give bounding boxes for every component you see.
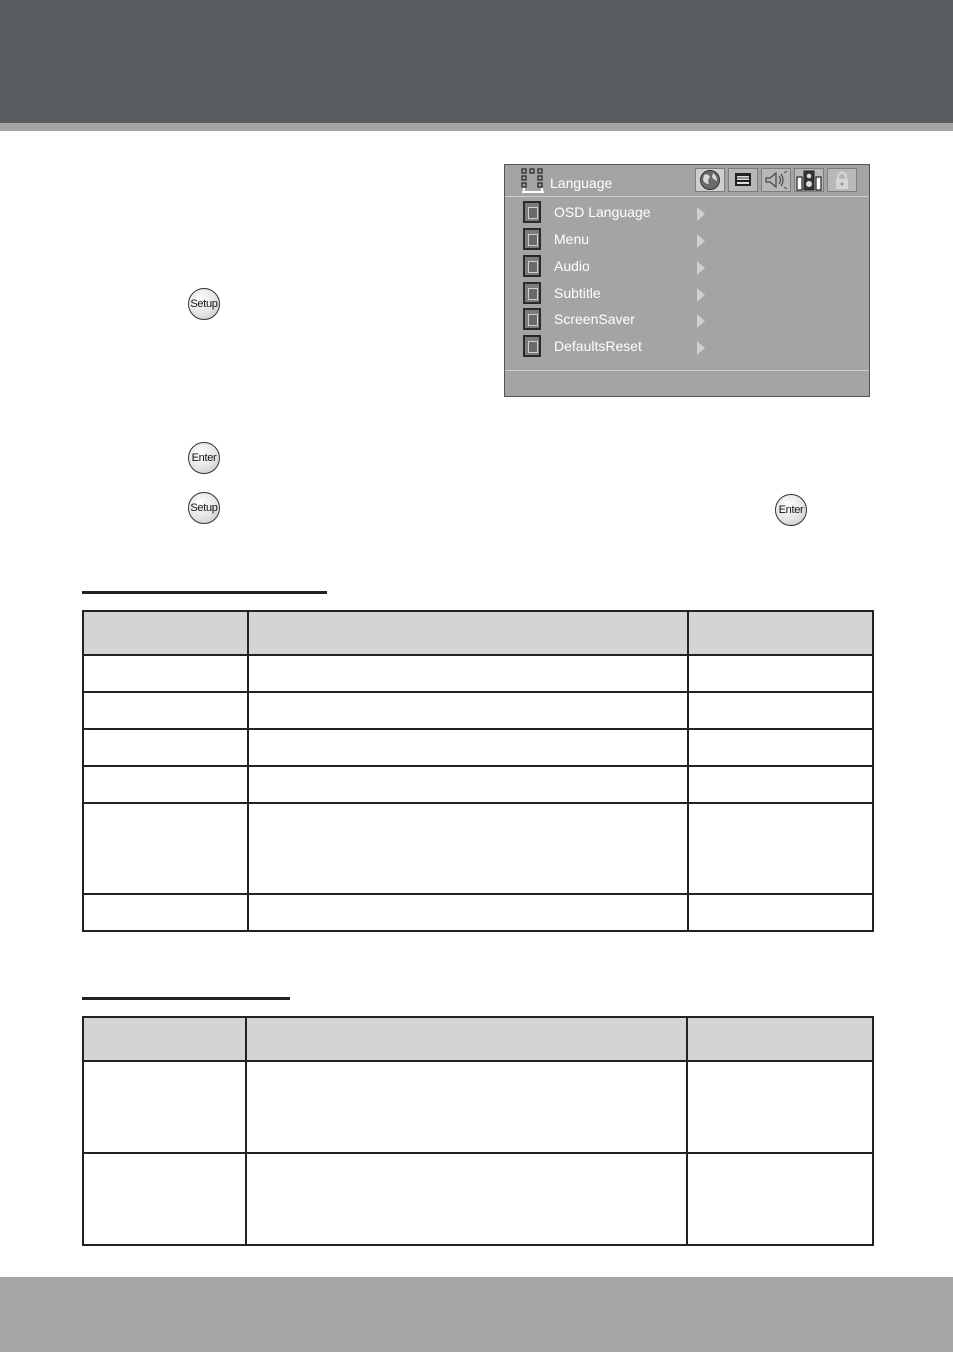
- table-header-cell: [83, 1017, 246, 1061]
- osd-tab-bar: [695, 168, 857, 192]
- enter-button-icon: [775, 494, 807, 526]
- table-row: [83, 692, 873, 729]
- footer-band: [0, 1277, 953, 1352]
- table-cell: [688, 894, 873, 931]
- arrow-right-icon: [697, 261, 705, 275]
- table-header-row: [83, 611, 873, 655]
- setup-button-icon: [188, 492, 220, 524]
- table-cell: [246, 1061, 687, 1153]
- osd-item-audio[interactable]: [523, 253, 863, 279]
- tab-language[interactable]: [695, 168, 725, 192]
- table-cell: [688, 655, 873, 692]
- table-row: [83, 894, 873, 931]
- osd-footer-divider: [505, 370, 869, 371]
- osd-title: Language: [550, 175, 613, 191]
- table-cell: [83, 1061, 246, 1153]
- setup-button-label: Setup: [190, 502, 218, 514]
- table-header-cell: [688, 611, 873, 655]
- table-cell: [248, 729, 688, 766]
- menu-bullet-icon: [523, 201, 541, 223]
- menu-bullet-icon: [523, 255, 541, 277]
- table-header-cell: [248, 611, 688, 655]
- table-cell: [248, 655, 688, 692]
- osd-item-subtitle[interactable]: [523, 280, 863, 306]
- menu-bullet-icon: [523, 228, 541, 250]
- osd-language-menu: [504, 164, 870, 397]
- enter-button-label: Enter: [778, 504, 804, 516]
- table-cell: [83, 766, 248, 803]
- arrow-right-icon: [697, 341, 705, 355]
- osd-item-label: OSD Language: [554, 204, 651, 220]
- osd-item-label: ScreenSaver: [554, 311, 635, 327]
- arrow-right-icon: [697, 288, 705, 302]
- audio-speakers-icon: [795, 169, 823, 191]
- arrow-right-icon: [697, 207, 705, 221]
- table-row: [83, 729, 873, 766]
- table-header-cell: [246, 1017, 687, 1061]
- osd-item-label: DefaultsReset: [554, 338, 642, 354]
- table-cell: [688, 766, 873, 803]
- osd-title-bar: [505, 165, 869, 197]
- table-cell: [687, 1153, 873, 1245]
- table-cell: [246, 1153, 687, 1245]
- table-row: [83, 803, 873, 894]
- table-cell: [83, 729, 248, 766]
- table-cell: [83, 1153, 246, 1245]
- table-cell: [687, 1061, 873, 1153]
- section-heading-rule: [82, 591, 327, 594]
- table-row: [83, 1061, 873, 1153]
- table-header-cell: [83, 611, 248, 655]
- table-header-row: [83, 1017, 873, 1061]
- osd-item-label: Menu: [554, 231, 590, 247]
- osd-item-label: Subtitle: [554, 285, 601, 301]
- section-heading-rule: [82, 997, 290, 1000]
- menu-bullet-icon: [523, 282, 541, 304]
- tab-video[interactable]: [728, 168, 758, 192]
- table-row: [83, 766, 873, 803]
- lock-icon: [833, 169, 851, 191]
- menu-bullet-icon: [523, 308, 541, 330]
- table-header-cell: [687, 1017, 873, 1061]
- table-cell: [83, 803, 248, 894]
- osd-item-osd-language[interactable]: [523, 199, 863, 225]
- settings-table-2: [82, 1016, 874, 1246]
- osd-item-label: Audio: [554, 258, 590, 274]
- arrow-right-icon: [697, 234, 705, 248]
- table-cell: [83, 894, 248, 931]
- table-cell: [688, 729, 873, 766]
- table-cell: [688, 692, 873, 729]
- setup-button-icon: [188, 288, 220, 320]
- tab-parental-lock[interactable]: [827, 168, 857, 192]
- setup-button-label: Setup: [190, 298, 218, 310]
- display-icon: [733, 171, 753, 189]
- header-stripe: [0, 123, 953, 131]
- settings-table-1: [82, 610, 874, 932]
- enter-button-icon: [188, 442, 220, 474]
- tab-speaker-setup[interactable]: [794, 168, 824, 192]
- setup-grid-icon: [521, 168, 545, 194]
- header-band: [0, 0, 953, 123]
- table-cell: [248, 803, 688, 894]
- osd-item-menu[interactable]: [523, 226, 863, 252]
- menu-bullet-icon: [523, 335, 541, 357]
- speaker-icon: [763, 170, 789, 190]
- table-cell: [83, 655, 248, 692]
- table-cell: [688, 803, 873, 894]
- osd-item-screensaver[interactable]: [523, 306, 863, 332]
- table-cell: [248, 692, 688, 729]
- arrow-right-icon: [697, 314, 705, 328]
- globe-icon: [699, 169, 721, 191]
- table-cell: [248, 894, 688, 931]
- enter-button-label: Enter: [191, 452, 217, 464]
- table-cell: [83, 692, 248, 729]
- tab-audio[interactable]: [761, 168, 791, 192]
- table-row: [83, 1153, 873, 1245]
- table-cell: [248, 766, 688, 803]
- table-row: [83, 655, 873, 692]
- osd-item-defaults-reset[interactable]: [523, 333, 863, 359]
